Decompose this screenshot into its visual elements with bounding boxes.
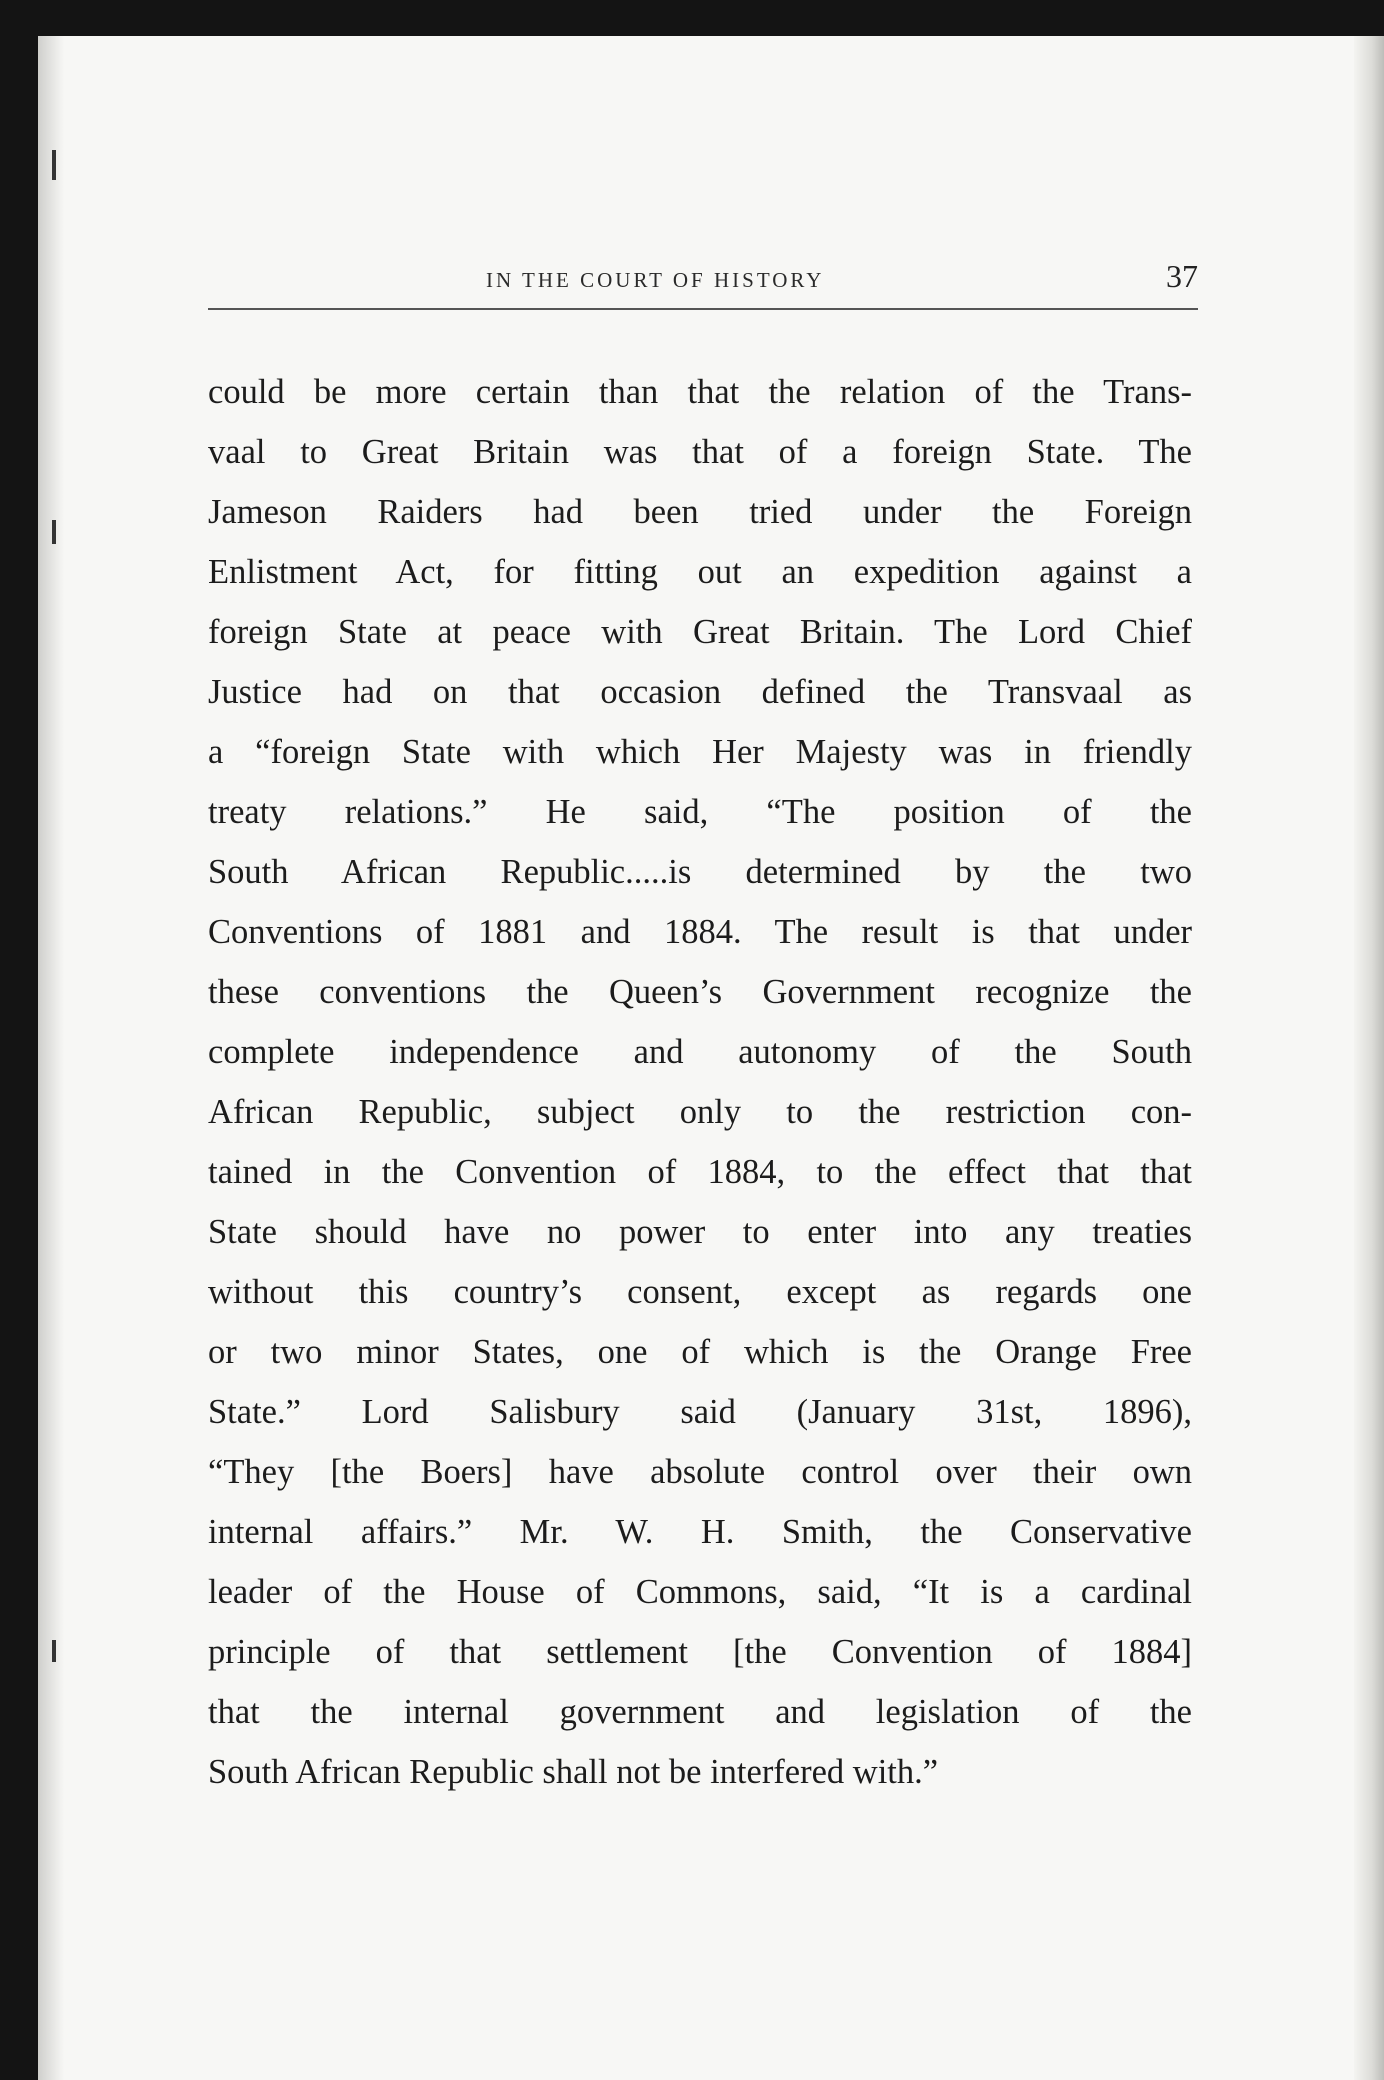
text-line: or two minor States, one of which is the Orange Free (208, 1333, 1192, 1371)
text-line: Enlistment Act, for fitting out an expedition against a (208, 553, 1192, 591)
text-line: complete independence and autonomy of the South (208, 1033, 1192, 1071)
binding-mark (52, 150, 56, 180)
text-line: principle of that settlement [the Convention of 1884] (208, 1633, 1192, 1671)
text-line: State should have no power to enter into any treaties (208, 1213, 1192, 1251)
text-line: internal affairs.” Mr. W. H. Smith, the Conservative (208, 1513, 1192, 1551)
text-line: Conventions of 1881 and 1884. The result is that under (208, 913, 1192, 951)
text-line: without this country’s consent, except as regards one (208, 1273, 1192, 1311)
text-line: could be more certain than that the relation of the Trans- (208, 373, 1192, 411)
text-line: that the internal government and legislation of the (208, 1693, 1192, 1731)
page-gutter-shadow (38, 36, 64, 2080)
running-head: IN THE COURT OF HISTORY (486, 268, 825, 292)
text-line: “They [the Boers] have absolute control over their own (208, 1453, 1192, 1491)
text-line: vaal to Great Britain was that of a foreign State. The (208, 433, 1192, 471)
text-line: tained in the Convention of 1884, to the effect that that (208, 1153, 1192, 1191)
text-line: South African Republic shall not be interfered with.” (208, 1753, 939, 1791)
body-text (208, 362, 1192, 1802)
page-edge (1354, 36, 1384, 2080)
binding-mark (52, 1640, 56, 1662)
text-line: Jameson Raiders had been tried under the Foreign (208, 493, 1192, 531)
page-header (208, 252, 1198, 312)
text-line: foreign State at peace with Great Britain. The Lord Chief (208, 613, 1192, 651)
text-line: African Republic, subject only to the restriction con- (208, 1093, 1192, 1131)
page-number: 37 (1166, 258, 1198, 294)
header-rule (208, 308, 1198, 310)
binding-mark (52, 520, 56, 544)
text-line: State.” Lord Salisbury said (January 31st, 1896), (208, 1393, 1192, 1431)
text-line: these conventions the Queen’s Government recognize the (208, 973, 1192, 1011)
text-line: Justice had on that occasion defined the Transvaal as (208, 673, 1192, 711)
text-line: treaty relations.” He said, “The position of the (208, 793, 1192, 831)
text-line: a “foreign State with which Her Majesty was in friendly (208, 733, 1192, 771)
text-line: South African Republic.....is determined by the two (208, 853, 1192, 891)
text-line: leader of the House of Commons, said, “It is a cardinal (208, 1573, 1192, 1611)
